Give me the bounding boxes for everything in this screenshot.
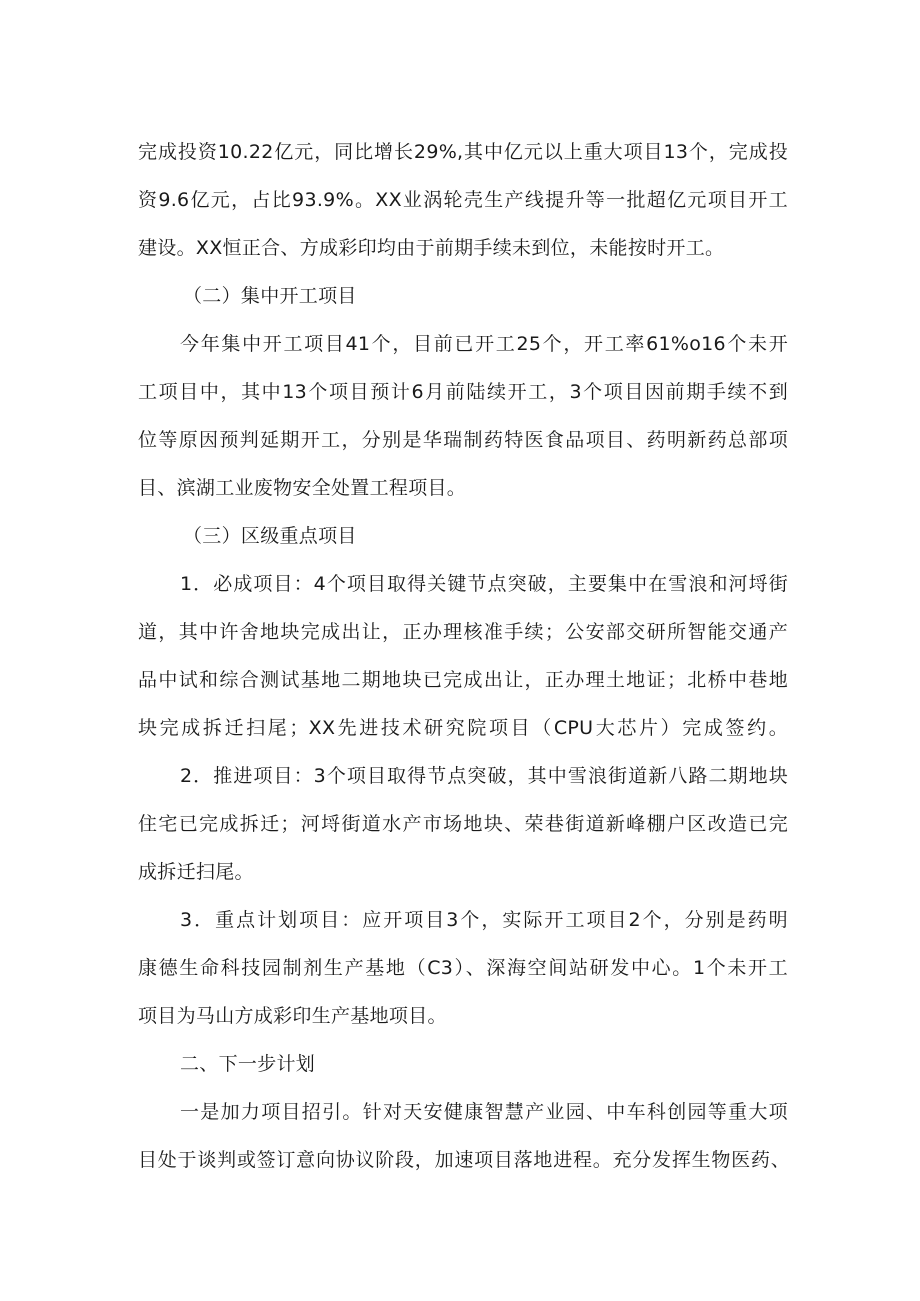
paragraph-line: 一是加力项目招引。针对天安健康智慧产业园、中车科创园等重大项	[180, 1101, 788, 1123]
paragraph-line: 品中试和综合测试基地二期地块已完成出让，正办理土地证；北桥中巷地	[138, 669, 788, 691]
section-heading: 二、下一步计划	[180, 1053, 316, 1075]
paragraph-line: 目处于谈判或签订意向协议阶段，加速项目落地进程。充分发挥生物医药、	[138, 1149, 790, 1171]
paragraph-line: 建设。XX恒正合、方成彩印均由于前期手续未到位，未能按时开工。	[138, 237, 725, 259]
paragraph-line: 位等原因预判延期开工，分别是华瑞制药特医食品项目、药明新药总部项	[138, 429, 788, 451]
paragraph-line: 康德生命科技园制剂生产基地（C3）、深海空间站研发中心。1个未开工	[138, 957, 788, 979]
paragraph-line: 工项目中，其中13个项目预计6月前陆续开工，3个项目因前期手续不到	[138, 381, 788, 403]
section-heading: （二）集中开工项目	[183, 285, 357, 307]
paragraph-line: 1．必成项目：4个项目取得关键节点突破，主要集中在雪浪和河埒街	[180, 573, 788, 595]
paragraph-line: 今年集中开工项目41个，目前已开工25个，开工率61%o16个未开	[180, 333, 788, 355]
paragraph-line: 块完成拆迁扫尾；XX先进技术研究院项目（CPU大芯片）完成签约。	[138, 717, 788, 739]
paragraph-line: 住宅已完成拆迁；河埒街道水产市场地块、荣巷街道新峰棚户区改造已完	[138, 813, 788, 835]
paragraph-line: 完成投资10.22亿元，同比增长29%,其中亿元以上重大项目13个，完成投	[138, 141, 788, 163]
paragraph-line: 成拆迁扫尾。	[138, 861, 254, 883]
paragraph-line: 项目为马山方成彩印生产基地项目。	[138, 1005, 447, 1027]
paragraph-line: 目、滨湖工业废物安全处置工程项目。	[138, 477, 467, 499]
paragraph-line: 2．推进项目：3个项目取得节点突破，其中雪浪街道新八路二期地块	[180, 765, 788, 787]
paragraph-line: 3．重点计划项目：应开项目3个，实际开工项目2个，分别是药明	[180, 909, 788, 931]
paragraph-line: 道，其中许舍地块完成出让，正办理核准手续；公安部交研所智能交通产	[138, 621, 788, 643]
paragraph-line: 资9.6亿元，占比93.9%。XX业涡轮壳生产线提升等一批超亿元项目开工	[138, 189, 788, 211]
section-heading: （三）区级重点项目	[183, 525, 357, 547]
